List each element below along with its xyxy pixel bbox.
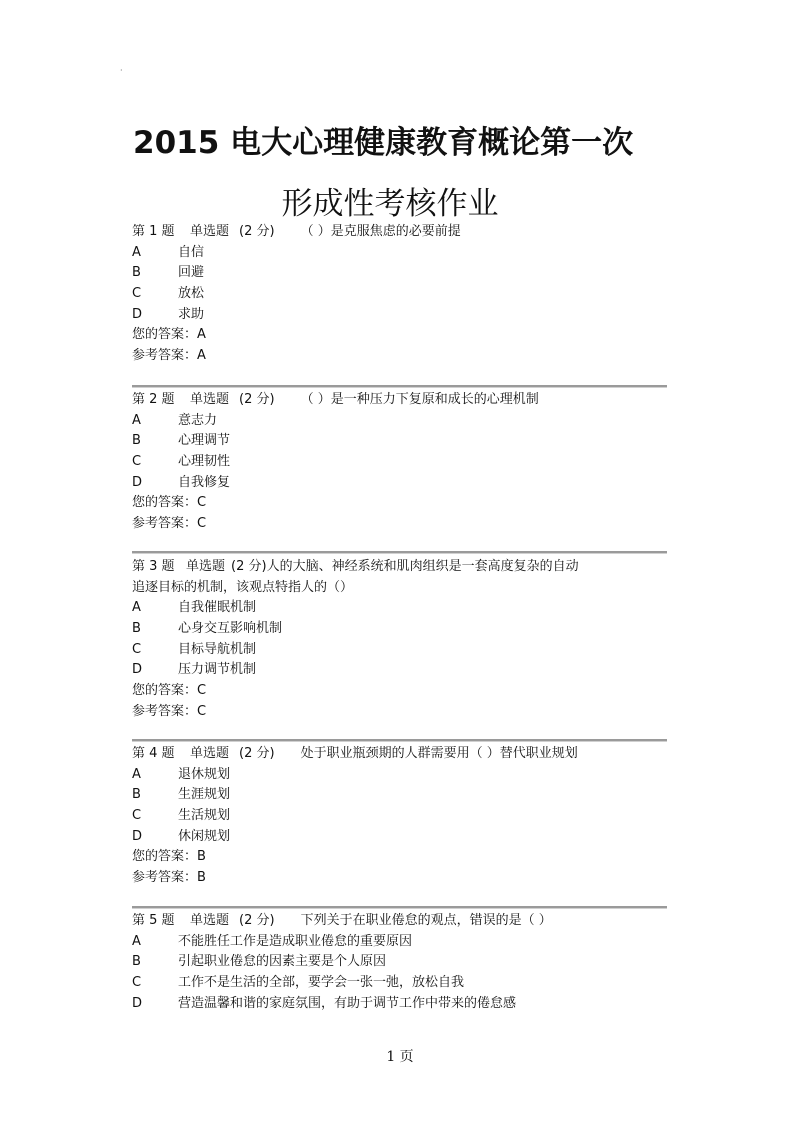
option-text: 心理韧性 <box>178 454 231 470</box>
option-letter: A <box>132 933 141 949</box>
option-b <box>132 431 672 452</box>
question-divider <box>132 551 667 554</box>
question-type: 单选题 <box>190 746 230 761</box>
option-text: 自我修复 <box>178 474 231 490</box>
option-b <box>132 952 672 973</box>
page-title-line2: 形成性考核作业 <box>281 186 499 222</box>
option-b <box>132 263 672 284</box>
option-text: 意志力 <box>178 412 218 428</box>
option-letter: D <box>132 474 143 490</box>
option-letter: B <box>132 265 141 281</box>
option-letter: C <box>132 286 142 302</box>
question-header <box>132 390 672 411</box>
option-c <box>132 806 672 827</box>
option-letter: C <box>132 454 142 470</box>
option-letter: B <box>132 621 141 637</box>
reference-answer: 参考答案：A <box>132 348 206 364</box>
your-answer: 您的答案：B <box>132 849 206 865</box>
question-divider <box>132 739 667 742</box>
option-text: 营造温馨和谐的家庭氛围，有助于调节工作中带来的倦怠感 <box>178 995 517 1011</box>
question-divider <box>132 906 667 909</box>
option-d <box>132 994 672 1015</box>
option-text: 不能胜任工作是造成职业倦怠的重要原因 <box>178 933 413 949</box>
option-letter: B <box>132 787 141 803</box>
option-letter: C <box>132 808 142 824</box>
option-text: 压力调节机制 <box>178 662 257 678</box>
question-text: 处于职业瓶颈期的人群需要用（ ）替代职业规划 <box>300 746 578 761</box>
question-header <box>132 911 672 932</box>
option-text: 生涯规划 <box>178 787 231 803</box>
question-points: (2 分) <box>231 559 267 574</box>
question-number: 第 2 题 <box>132 392 175 407</box>
option-b <box>132 619 672 640</box>
question-header <box>132 222 672 243</box>
question-number: 第 3 题 <box>132 559 175 574</box>
question-points: (2 分) <box>239 746 275 761</box>
option-letter: D <box>132 995 143 1011</box>
question-text-line2: 追逐目标的机制，该观点特指人的（） <box>132 579 354 595</box>
option-letter: A <box>132 766 141 782</box>
option-text: 休闲规划 <box>178 828 231 844</box>
option-letter: C <box>132 641 142 657</box>
reference-answer: 参考答案：C <box>132 516 207 532</box>
option-c <box>132 452 672 473</box>
option-letter: A <box>132 600 141 616</box>
option-letter: B <box>132 433 141 449</box>
option-letter: A <box>132 412 141 428</box>
option-a <box>132 411 672 432</box>
option-text: 目标导航机制 <box>178 641 257 657</box>
question-1 <box>132 222 672 367</box>
option-letter: A <box>132 244 141 260</box>
your-answer: 您的答案：C <box>132 495 207 511</box>
option-text: 自我催眠机制 <box>178 600 257 616</box>
question-points: (2 分) <box>239 913 275 928</box>
question-points: (2 分) <box>239 224 275 239</box>
option-text: 工作不是生活的全部，要学会一张一弛，放松自我 <box>178 975 465 991</box>
option-text: 放松 <box>178 286 205 302</box>
option-c <box>132 284 672 305</box>
option-text: 退休规划 <box>178 766 231 782</box>
question-type: 单选题 <box>190 913 230 928</box>
header-mark: · <box>120 66 123 75</box>
question-header <box>132 557 672 578</box>
question-3 <box>132 557 672 723</box>
option-letter: D <box>132 662 143 678</box>
option-d <box>132 305 672 326</box>
question-number: 第 5 题 <box>132 913 175 928</box>
option-text: 回避 <box>178 265 205 281</box>
option-d <box>132 827 672 848</box>
option-text: 心理调节 <box>178 433 231 449</box>
question-points: (2 分) <box>239 392 275 407</box>
question-text: 人的大脑、神经系统和肌肉组织是一套高度复杂的自动 <box>266 559 579 574</box>
option-text: 生活规划 <box>178 808 231 824</box>
question-text: 下列关于在职业倦怠的观点，错误的是（ ） <box>300 913 552 928</box>
question-4 <box>132 744 672 889</box>
question-2 <box>132 390 672 535</box>
option-letter: C <box>132 975 142 991</box>
option-c <box>132 640 672 661</box>
your-answer: 您的答案：C <box>132 683 207 699</box>
option-letter: B <box>132 954 141 970</box>
question-divider <box>132 385 667 388</box>
option-a <box>132 598 672 619</box>
option-a <box>132 932 672 953</box>
option-a <box>132 765 672 786</box>
option-d <box>132 473 672 494</box>
option-letter: D <box>132 828 143 844</box>
reference-answer: 参考答案：C <box>132 703 207 719</box>
option-b <box>132 785 672 806</box>
question-number: 第 1 题 <box>132 224 175 239</box>
question-type: 单选题 <box>186 559 226 574</box>
question-type: 单选题 <box>190 224 230 239</box>
question-number: 第 4 题 <box>132 746 175 761</box>
option-d <box>132 660 672 681</box>
page-title-line1: 2015 电大心理健康教育概论第一次 <box>133 125 634 161</box>
option-text: 求助 <box>178 306 205 322</box>
question-text: （ ）是一种压力下复原和成长的心理机制 <box>300 392 539 407</box>
option-letter: D <box>132 306 143 322</box>
question-5 <box>132 911 672 1014</box>
your-answer: 您的答案：A <box>132 327 206 343</box>
option-a <box>132 243 672 264</box>
page-number: 1 页 <box>386 1049 414 1065</box>
option-text: 自信 <box>178 244 205 260</box>
option-text: 心身交互影响机制 <box>178 621 283 637</box>
question-text: （ ）是克服焦虑的必要前提 <box>300 224 461 239</box>
option-text: 引起职业倦怠的因素主要是个人原因 <box>178 954 387 970</box>
question-header <box>132 744 672 765</box>
question-type: 单选题 <box>190 392 230 407</box>
reference-answer: 参考答案：B <box>132 870 206 886</box>
option-c <box>132 973 672 994</box>
